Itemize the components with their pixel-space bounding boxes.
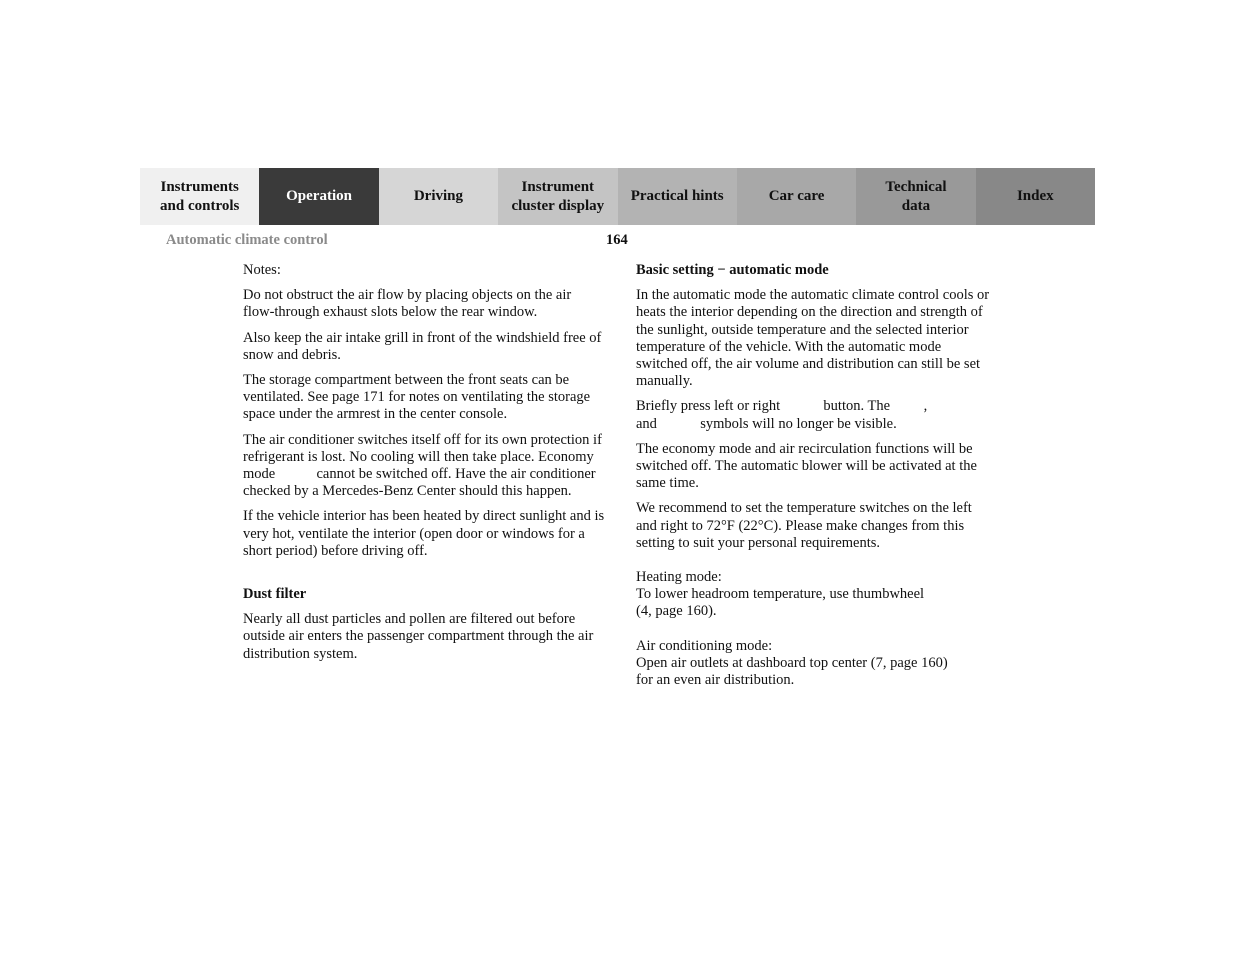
tab-technical-data[interactable]: Technical data xyxy=(856,168,975,225)
heating-mode-label: Heating mode: xyxy=(636,569,722,586)
note-air-flow: Do not obstruct the air flow by placing objects on the air flow-through exhaust slots below the rear window. xyxy=(243,287,572,321)
ac-mode-label: Air conditioning mode: xyxy=(636,637,773,654)
dust-filter-text: Nearly all dust particles and pollen are filtered out before outside air enters the passenger compartment through the air distribution system. xyxy=(243,611,594,662)
tab-index[interactable]: Index xyxy=(976,168,1095,225)
auto-instr-part3: symbols will no longer be visible. xyxy=(700,415,897,432)
temperature-recommendation: We recommend to set the temperature switches on the left and right to 72°F (22°C). Please make changes from this setting to suit your personal requirements. xyxy=(636,500,972,551)
note-ventilate: If the vehicle interior has been heated by direct sunlight and is very hot, ventilate the interior (open door or windows for a short period) before driving off. xyxy=(243,508,605,559)
tab-operation[interactable]: Operation xyxy=(259,168,378,225)
note-storage-compartment: The storage compartment between the front seats can be ventilated. See page 171 for notes on ventilating the storage space under the armrest in the center console. xyxy=(243,372,591,423)
auto-instr-part1: Briefly press left or right xyxy=(636,398,781,415)
tab-car-care[interactable]: Car care xyxy=(737,168,856,225)
ac-mode-text: Open air outlets at dashboard top center (7, page 160) xyxy=(636,654,948,671)
tab-practical-hints[interactable]: Practical hints xyxy=(618,168,737,225)
note-refrigerant-part1: The air conditioner switches itself off for its own protection if refrigerant is lost. No cooling will then take place. Economy mode xyxy=(243,431,602,483)
economy-recirculation-note: The economy mode and air recirculation functions will be switched off. The automatic blower will be activated at the same time. xyxy=(636,440,977,492)
basic-setting-heading: Basic setting − automatic mode xyxy=(636,262,829,278)
heating-mode-text: To lower headroom temperature, use thumbwheel xyxy=(636,586,925,603)
ac-mode-block xyxy=(636,638,996,690)
tab-driving[interactable]: Driving xyxy=(379,168,498,225)
section-title: Automatic climate control xyxy=(166,232,328,248)
tab-instrument-cluster-display[interactable]: Instrument cluster display xyxy=(498,168,617,225)
ac-mode-text-2: for an even air distribution. xyxy=(636,672,795,689)
page-number: 164 xyxy=(606,232,628,248)
automatic-mode-description: In the automatic mode the automatic climate control cools or heats the interior depending on the direction and strength of the sunlight, outside temperature and the selected interior temperature of the vehicle. With the automatic mode switched off, the air volume and distribution can still be set manually. xyxy=(636,287,990,390)
auto-button-instructions xyxy=(636,398,996,432)
heating-mode-block xyxy=(636,569,996,621)
tab-instruments-and-controls[interactable]: Instruments and controls xyxy=(140,168,259,225)
chapter-tabs xyxy=(140,168,1095,225)
note-air-intake: Also keep the air intake grill in front of the windshield free of snow and debris. xyxy=(243,329,602,363)
auto-instr-comma: , xyxy=(923,398,928,415)
note-refrigerant-part2: cannot be switched off. Have the air conditioner checked by a Mercedes-Benz Center should this happen. xyxy=(243,466,596,500)
heating-mode-ref: (4, page 160). xyxy=(636,603,717,620)
notes-label: Notes: xyxy=(243,262,281,278)
note-refrigerant xyxy=(243,432,605,501)
right-column xyxy=(636,262,996,697)
left-column xyxy=(243,262,605,671)
dust-filter-heading: Dust filter xyxy=(243,586,307,603)
auto-instr-and: and xyxy=(636,415,657,432)
auto-instr-part2: button. The xyxy=(823,398,891,415)
